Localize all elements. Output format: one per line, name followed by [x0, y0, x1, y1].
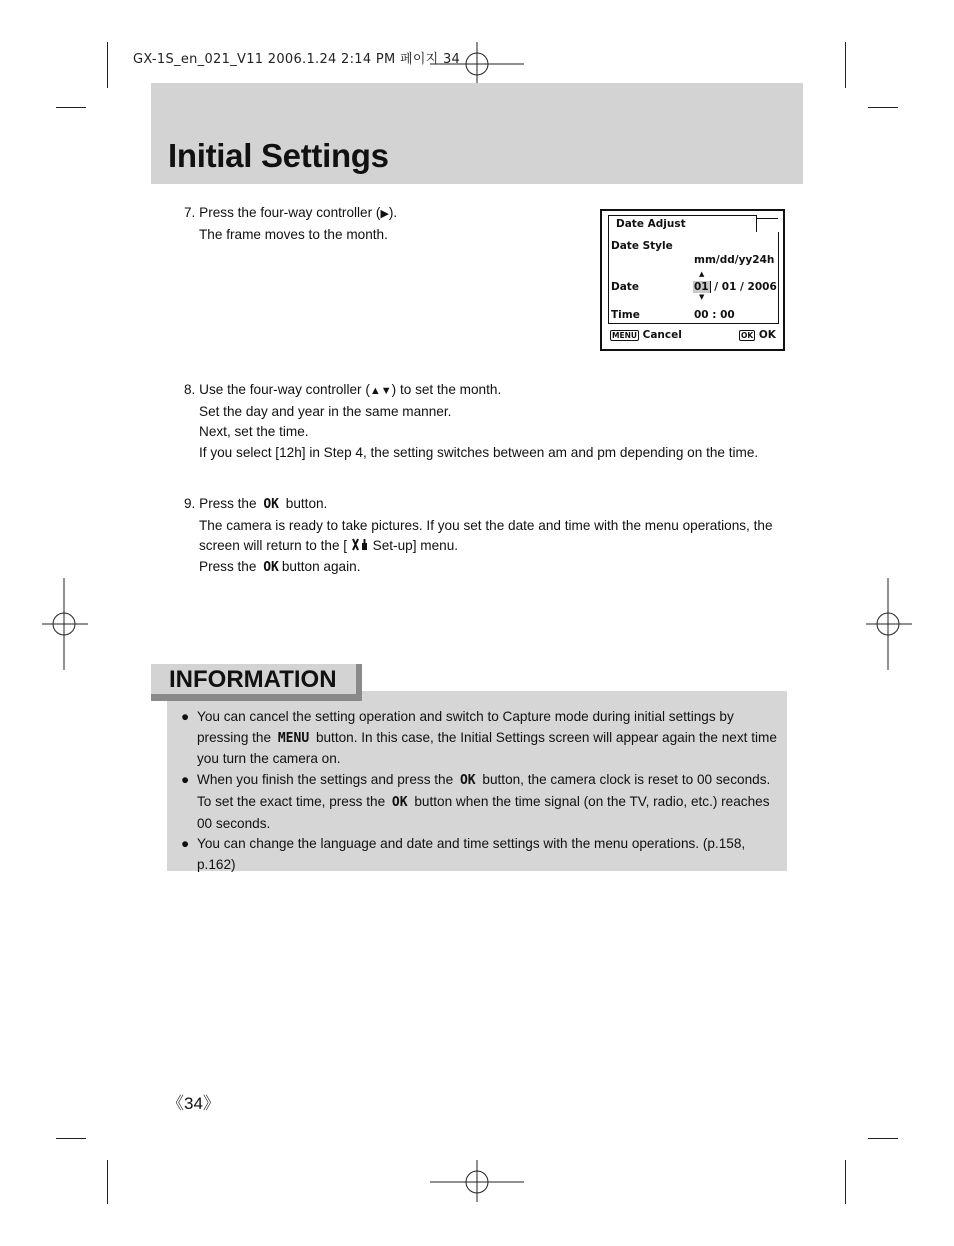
lcd-date-style-label: Date Style	[611, 240, 673, 252]
bullet-icon: ●	[181, 709, 190, 724]
list-item: ● You can cancel the setting operation and switch to Capture mode during initial settings by pressing the MENU button. In this case, the Initial Settings screen will appear again the next time you turn the camera on.	[181, 709, 777, 767]
step-9	[184, 494, 804, 579]
crop-mark-br-v	[845, 1160, 846, 1204]
step-9-line2: The camera is ready to take pictures. If you set the date and time with the menu operations, the	[199, 517, 773, 533]
crop-mark-bl-v	[107, 1160, 108, 1204]
registration-mark-top	[430, 42, 524, 84]
step-7-line1: 7. Press the four-way controller (▶).	[184, 205, 398, 220]
crop-mark-br-h	[868, 1138, 898, 1139]
step-8	[184, 380, 804, 464]
information-list	[181, 707, 781, 876]
lcd-date-value	[693, 281, 777, 293]
crop-mark-tr-v	[845, 42, 846, 88]
step-9-line4: Press the OK button again.	[199, 559, 361, 576]
print-header: GX-1S_en_021_V11 2006.1.24 2:14 PM 페이지 34	[133, 52, 461, 67]
lcd-date-month-selected: 01	[694, 281, 709, 293]
lcd-tab-title: Date Adjust	[608, 215, 757, 232]
lcd-up-arrow-icon: ▲	[699, 270, 705, 278]
step-7	[184, 203, 584, 245]
lcd-date-adjust-screen	[600, 209, 785, 351]
lcd-cancel: MENU Cancel	[612, 329, 682, 341]
ok-button-icon: OK	[263, 560, 279, 576]
registration-mark-right	[866, 578, 912, 670]
page-number: 《34》	[167, 1094, 220, 1113]
menu-button-icon: MENU	[277, 730, 310, 746]
information-heading: INFORMATION	[169, 666, 337, 693]
lcd-down-arrow-icon: ▼	[699, 293, 705, 301]
ok-button-icon: OK	[459, 773, 476, 789]
crop-mark-tl-v	[107, 42, 108, 88]
up-down-arrow-icon: ▲▼	[369, 385, 392, 397]
ok-button-icon: OK	[391, 794, 408, 810]
lcd-date-rest: / 01 / 2006	[714, 281, 777, 293]
lcd-ok-badge: OK	[741, 331, 754, 340]
step-8-line1: 8. Use the four-way controller (▲▼) to set the month.	[184, 382, 502, 397]
crop-mark-bl-h	[56, 1138, 86, 1139]
lcd-menu-badge: MENU	[612, 331, 637, 340]
lcd-date-label: Date	[611, 281, 639, 293]
list-item: ● You can change the language and date and time settings with the menu operations. (p.158, p.162)	[181, 836, 746, 872]
step-8-line4: If you select [12h] in Step 4, the setting switches between am and pm depending on the time.	[199, 445, 759, 461]
registration-mark-bottom	[430, 1160, 524, 1202]
lcd-time-value: 00 : 00	[694, 309, 735, 321]
lcd-ok: OK OK	[741, 329, 776, 341]
crop-mark-tl-h	[56, 107, 86, 108]
bullet-icon: ●	[181, 772, 190, 788]
page-title: Initial Settings	[168, 137, 389, 174]
bullet-icon: ●	[181, 836, 190, 852]
right-arrow-icon: ▶	[380, 208, 389, 220]
step-7-line2: The frame moves to the month.	[199, 226, 388, 242]
crop-mark-tr-h	[868, 107, 898, 108]
list-item: ● When you finish the settings and press the OK button, the camera clock is reset to 00 seconds. To set the exact time, press the OK button when the time signal (on the TV, radio, etc.) reaches 00 seconds.	[181, 772, 771, 831]
step-9-line1: 9. Press the OK button.	[184, 496, 328, 512]
lcd-time-label: Time	[611, 309, 640, 321]
wrench-icon	[351, 538, 369, 551]
step-9-line3: screen will return to the [ Set-up] menu.	[199, 538, 459, 554]
lcd-date-style-value: mm/dd/yy24h	[694, 254, 775, 266]
registration-mark-left	[42, 578, 88, 670]
step-8-line2: Set the day and year in the same manner.	[199, 403, 452, 419]
ok-button-icon: OK	[263, 497, 279, 512]
step-8-line3: Next, set the time.	[199, 424, 309, 440]
